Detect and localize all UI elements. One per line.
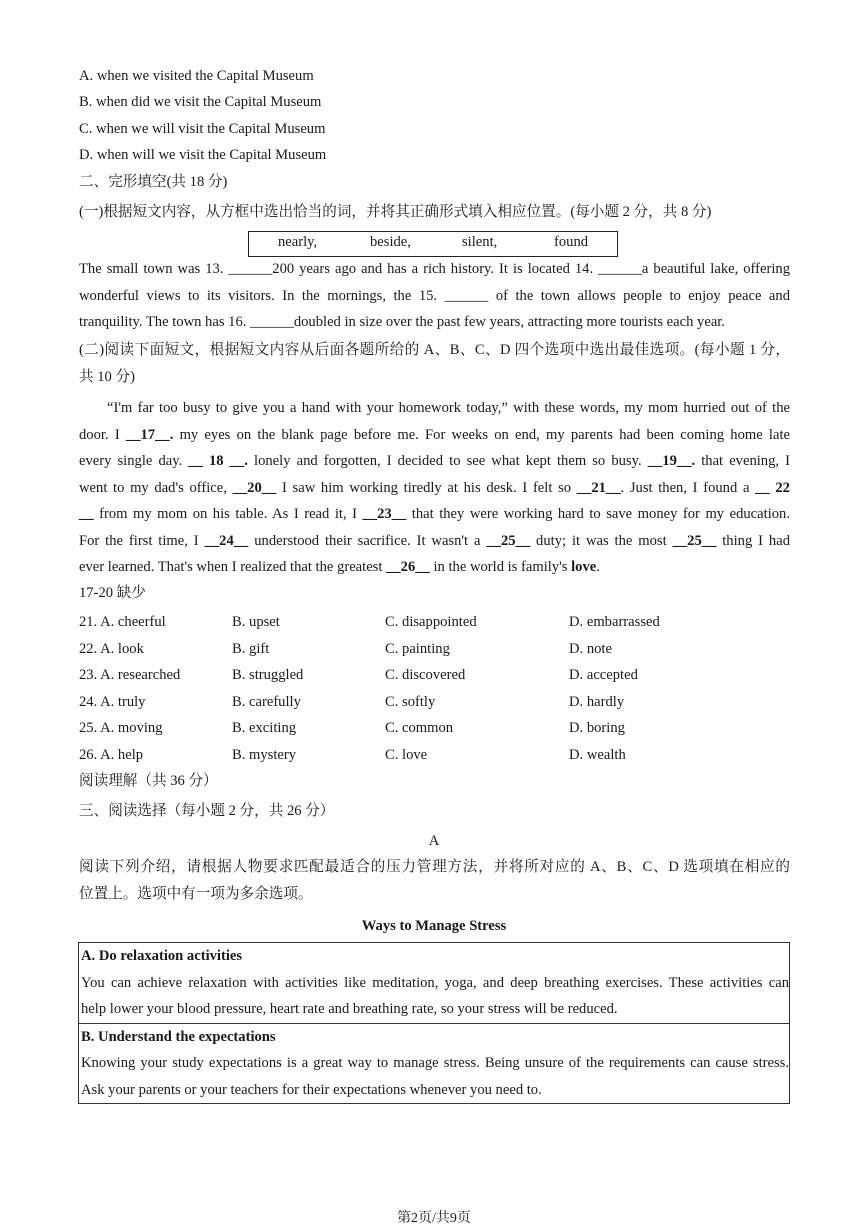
question-row [0, 639, 868, 659]
option-c: C. painting [385, 641, 450, 657]
prev-option-a: A. when we visited the Capital Museum [79, 68, 314, 84]
blank-20: __20__ [232, 479, 277, 496]
section-2-title: 二、完形填空(共 18 分) [79, 174, 228, 190]
passage-2-line: “I'm far too busy to give you a hand with your homework today,” with these words, my mom hurried out of the [107, 400, 790, 416]
part-2-instruction-line: (二)阅读下面短文，根据短文内容从后面各题所给的 A、B、C、D 四个选项中选出最佳选项。(每小题 1 分， [79, 342, 790, 358]
passage-1-line: tranquility. The town has 16. ______doubled in size over the past few years, attracting more tourists each year. [79, 314, 726, 330]
passage-2-line: ever learned. That's when I realized that the greatest __26__ in the world is family's love. [79, 559, 600, 575]
part-1-instruction: (一)根据短文内容，从方框中选出恰当的词，并将其正确形式填入相应位置。(每小题 2 分，共 8 分) [79, 204, 712, 220]
prev-option-d: D. when will we visit the Capital Museum [79, 147, 327, 163]
word-box-item: silent, [462, 234, 498, 250]
option-a-heading: A. Do relaxation activities [81, 948, 243, 964]
blank-17: __17__. [125, 426, 174, 443]
option-b: B. exciting [232, 720, 297, 736]
option-b: B. gift [232, 641, 270, 657]
blank-18: __ 18 __. [188, 453, 248, 469]
option-b: B. struggled [232, 667, 304, 683]
blank-21: __21__ [576, 479, 621, 496]
option-a: 24. A. truly [79, 694, 146, 710]
blank-23: __23__ [362, 506, 407, 522]
table-row [79, 943, 790, 1024]
passage-1-line: The small town was 13. ______200 years ago and has a rich history. It is located 14. ______a beautiful lake, offering [79, 261, 790, 277]
passage-2 [79, 395, 790, 581]
option-c: C. softly [385, 694, 436, 710]
blank-22: __ 22 [755, 479, 790, 496]
part-a-label: A [428, 833, 440, 849]
word-box-item: beside, [370, 234, 411, 250]
option-a: 21. A. cheerful [79, 614, 166, 630]
word-box-item: nearly, [278, 234, 318, 250]
option-d: D. accepted [569, 667, 638, 683]
option-b-text: Ask your parents or your teachers for their expectations whenever you need to. [81, 1081, 542, 1098]
part-2-instruction [79, 337, 790, 390]
option-c: C. discovered [385, 667, 466, 683]
option-b: B. mystery [232, 747, 297, 763]
stress-table [78, 942, 790, 1104]
part-2-instruction-line: 共 10 分) [79, 368, 135, 385]
option-a: 25. A. moving [79, 720, 163, 736]
passage-2-line: went to my dad's office, __20__ I saw him working tiredly at his desk. I felt so __21__. Just then, I found a __ 22 [79, 479, 790, 496]
passage-2-line: door. I __17__. my eyes on the blank page before me. For weeks on end, my parents had been coming home late [79, 426, 790, 443]
word-box [248, 231, 618, 257]
option-c: C. disappointed [385, 614, 477, 630]
word-box-item: found [554, 234, 589, 250]
passage-1 [79, 256, 790, 336]
option-c: C. common [385, 720, 454, 736]
option-a-text: You can achieve relaxation with activities like meditation, yoga, and deep breathing exercises. These activities can [81, 974, 789, 991]
prev-option-b: B. when did we visit the Capital Museum [79, 94, 322, 110]
option-b-heading: B. Understand the expectations [81, 1028, 276, 1045]
section-3-title: 三、阅读选择（每小题 2 分，共 26 分） [79, 803, 335, 819]
question-row [0, 718, 868, 738]
blank-25: __25__ [486, 532, 531, 549]
passage-1-line: wonderful views to its visitors. In the mornings, the 15. ______ of the town allows people to enjoy peace and [79, 287, 790, 304]
reading-instruction-line: 位置上。选项中有一项为多余选项。 [79, 885, 313, 902]
prev-option-c: C. when we will visit the Capital Museum [79, 121, 326, 137]
table-title: Ways to Manage Stress [361, 918, 507, 934]
reading-title: 阅读理解（共 36 分） [79, 773, 218, 789]
page-footer: 第2页/共9页 [397, 1211, 471, 1226]
option-a-text: help lower your blood pressure, heart rate and breathing rate, so your stress will be reduced. [81, 1001, 618, 1017]
option-d: D. note [569, 641, 612, 657]
passage-2-line: For the first time, I __24__ understood their sacrifice. It wasn't a __25__ duty; it was the most __25__ thing I had [79, 532, 790, 549]
option-c: C. love [385, 747, 428, 763]
option-a: 26. A. help [79, 747, 144, 763]
option-d: D. boring [569, 720, 625, 736]
table-cell-b [79, 1023, 790, 1104]
option-a: 23. A. researched [79, 667, 181, 683]
blank-26: __26__ [386, 559, 430, 575]
question-row [0, 665, 868, 685]
missing-note: 17-20 缺少 [79, 585, 146, 601]
blank-25b: __25__ [672, 532, 717, 549]
option-b: B. upset [232, 614, 280, 630]
option-d: D. wealth [569, 747, 626, 763]
table-row [79, 1023, 790, 1104]
table-cell-a [79, 943, 790, 1024]
question-row [0, 612, 868, 632]
passage-2-line: __ from my mom on his table. As I read it, I __23__ that they were working hard to save money for my education. [79, 506, 790, 522]
option-d: D. hardly [569, 694, 625, 710]
question-row [0, 745, 868, 765]
blank-19: __19__. [647, 453, 696, 469]
option-d: D. embarrassed [569, 614, 660, 630]
love-word: love [571, 559, 597, 575]
question-row [0, 692, 868, 712]
option-a: 22. A. look [79, 641, 144, 657]
reading-instruction [79, 854, 790, 907]
option-b: B. carefully [232, 694, 301, 710]
reading-instruction-line: 阅读下列介绍，请根据人物要求匹配最适合的压力管理方法，并将所对应的 A、B、C、D 选项填在相应的 [79, 859, 790, 875]
blank-24: __24__ [204, 532, 249, 549]
option-b-text: Knowing your study expectations is a great way to manage stress. Being unsure of the requirements can cause stress. [81, 1055, 789, 1071]
passage-2-line: every single day. __ 18 __. lonely and forgotten, I decided to see what kept them so busy. __19__. that evening, I [79, 453, 790, 469]
